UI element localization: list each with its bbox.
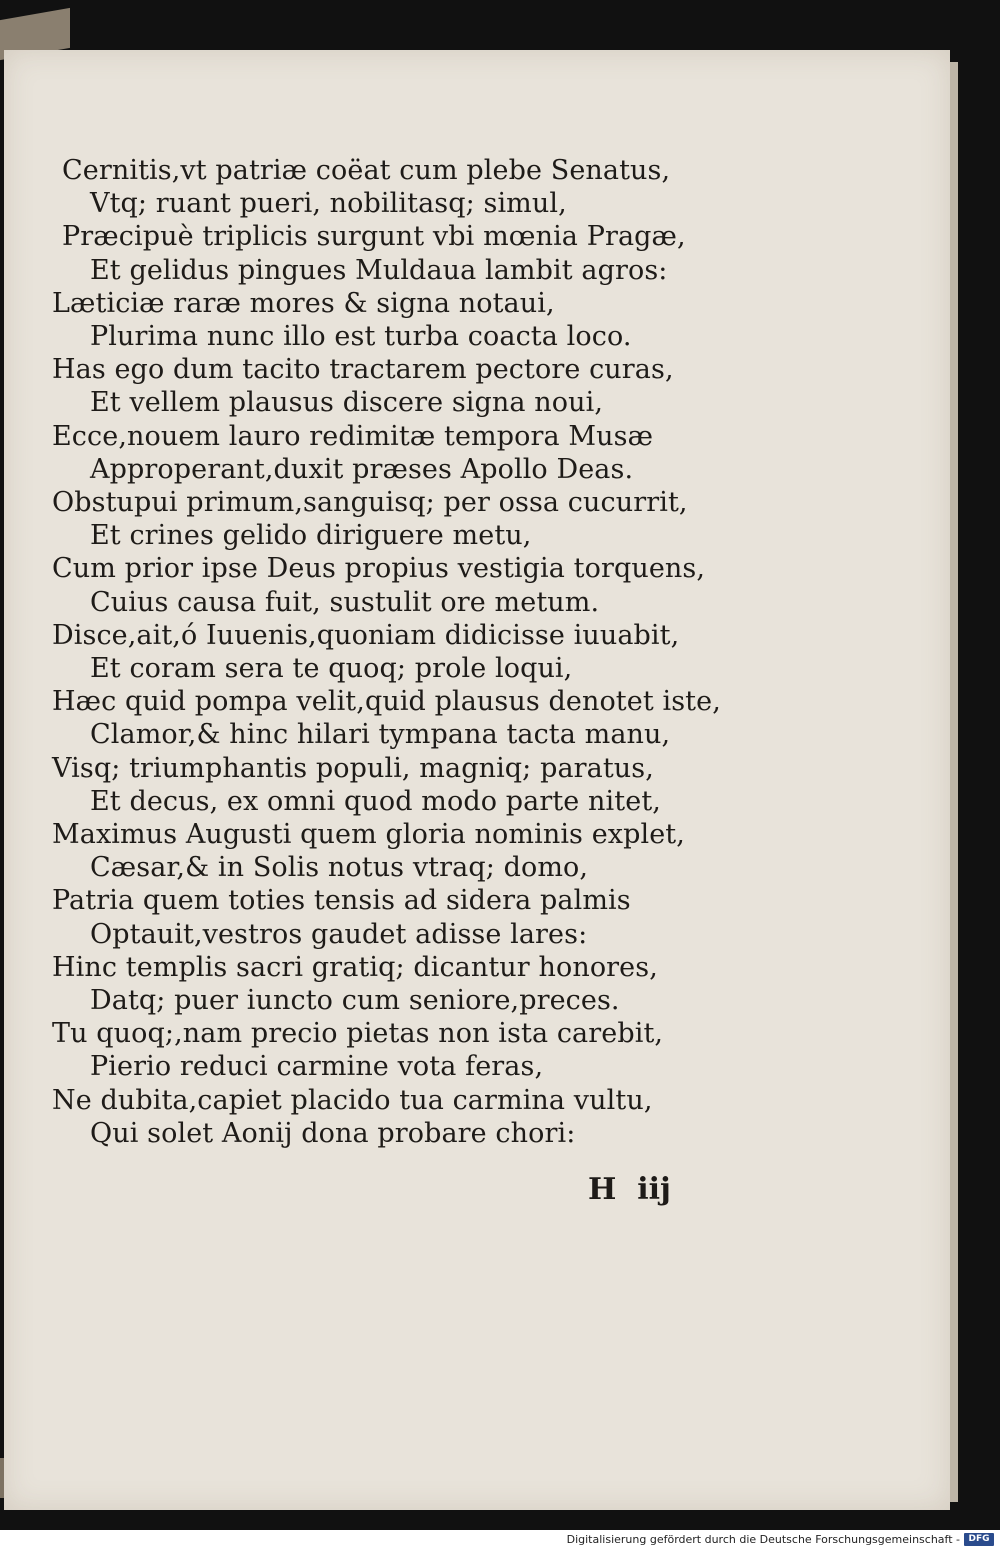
poem-line: Plurima nunc illo est turba coacta loco. [90,321,632,353]
poem-line: Approperant,duxit præses Apollo Deas. [90,453,634,485]
poem-line: Et coram sera te quoq; prole loqui, [90,653,573,685]
poem-line: Patria quem toties tensis ad sidera palmis [52,885,631,917]
poem-line: Ecce,nouem lauro redimitæ tempora Musæ [52,420,654,452]
poem-line: Vtq; ruant pueri, nobilitasq; simul, [90,188,567,220]
funding-credit: Digitalisierung gefördert durch die Deutsche Forschungsgemeinschaft - [566,1533,960,1546]
poem-line: Visq; triumphantis populi, magniq; paratus, [52,752,654,784]
poem-line: Has ego dum tacito tractarem pectore curas, [52,354,674,386]
poem-line: Hinc templis sacri gratiq; dicantur honores, [52,951,658,983]
poem-line: Datq; puer iuncto cum seniore,preces. [90,985,620,1017]
poem-line: Et gelidus pingues Muldaua lambit agros: [90,254,668,286]
poem-line: Læticiæ raræ mores & signa notaui, [52,287,555,319]
poem-line: Ne dubita,capiet placido tua carmina vultu, [52,1084,653,1116]
poem-line: Præcipuè triplicis surgunt vbi mœnia Pragæ, [62,221,686,253]
poem-line: Cum prior ipse Deus propius vestigia torquens, [52,553,706,585]
poem-line: Clamor,& hinc hilari tympana tacta manu, [90,719,671,751]
poem-text [52,154,752,1150]
poem-line: Optauit,vestros gaudet adisse lares: [90,918,588,950]
poem-line: Cuius causa fuit, sustulit ore metum. [90,586,600,618]
poem-line: Cæsar,& in Solis notus vtraq; domo, [90,852,589,884]
poem-line: Pierio reduci carmine vota feras, [90,1051,544,1083]
poem-line: Cernitis,vt patriæ coëat cum plebe Senatus, [62,155,671,186]
poem-line: Et decus, ex omni quod modo parte nitet, [90,785,661,817]
poem-line: Obstupui primum,sanguisq; per ossa cucurrit, [52,487,688,519]
poem-line: Et vellem plausus discere signa noui, [90,387,604,419]
poem-line: Disce,ait,ó Iuuenis,quoniam didicisse iuuabit, [52,619,680,651]
poem-line: Maximus Augusti quem gloria nominis explet, [52,819,685,851]
poem-line: Tu quoq;,nam precio pietas non ista carebit, [52,1018,664,1050]
dfg-logo: DFG [964,1533,994,1546]
poem-line: Et crines gelido diriguere metu, [90,520,532,552]
signature-mark: H iij [588,1172,671,1207]
poem-line: Qui solet Aonij dona probare chori: [90,1117,576,1149]
poem-line: Hæc quid pompa velit,quid plausus denotet iste, [52,686,721,718]
page-edge [950,62,958,1502]
